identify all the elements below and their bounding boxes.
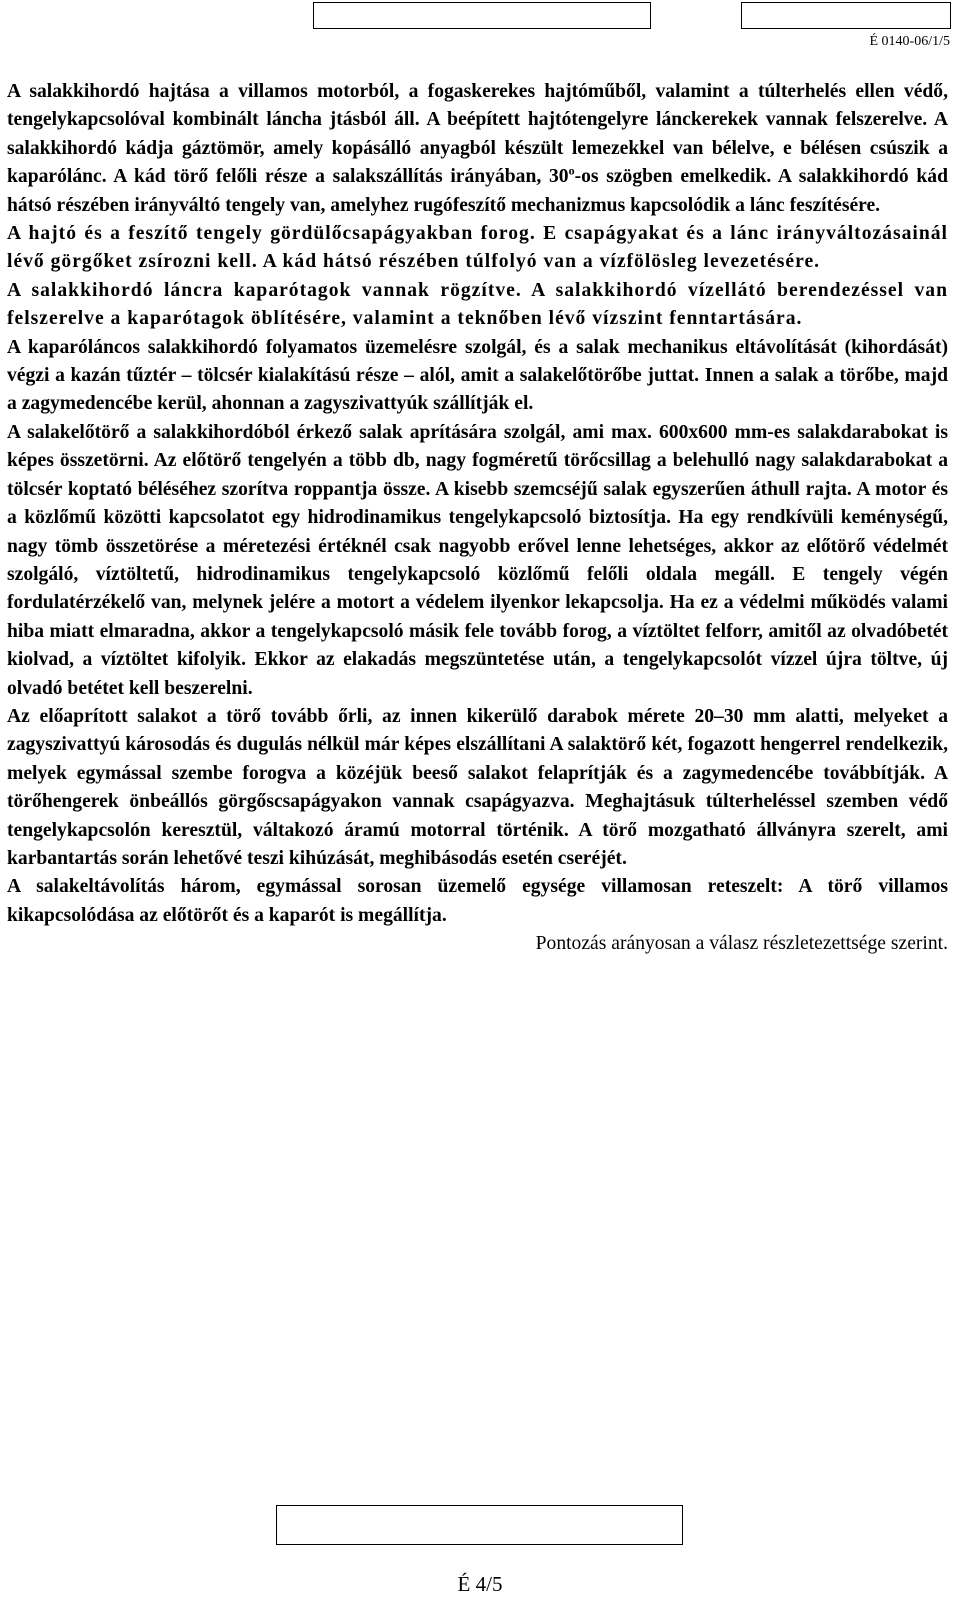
- paragraph-1: A salakkihordó hajtása a villamos motorból, a fogaskerekes hajtóműből, valamint a túlterhelés ellen védő, tengelykapcsolóval kombinált láncha jtásból áll. A beépített hajtótengelyre lánckerekek vannak felszerelve. A salakkihordó kádja gáztömör, amely kopásálló anyagból készült lemezekkel van bélelve, e bélésen csúszik a kaparólánc. A kád törő felőli része a salakszállítás irányában, 30$^o$-os szögben emelkedik. A salakkihordó kád hátsó részében irányváltó tengely van, amelyhez rugófeszítő mechanizmus kapcsolódik a lánc feszítésére.: [7, 81, 948, 216]
- paragraph-5: A salakelőtörő a salakkihordóból érkező salak aprítására szolgál, ami max. 600x600 mm-es salakdarabokat is képes összetörni. Az előtörő tengelyén a több db, nagy fogméretű törőcsillag a belehulló nagy salakdarabokat a tölcsér koptató béléséhez szorítva roppantja össze. A kisebb szemcséjű salak egyszerűen áthull rajta. A motor és a közlőmű közötti kapcsolatot egy hidrodinamikus tengelykapcsoló biztosítja. Ha egy rendkívüli keménységű, nagy tömb összetörése a méretezési értéknél csak nagyobb erővel lenne lehetséges, akkor az előtörő védelmét szolgáló, víztöltetű, hidrodinamikus tengelykapcsoló közlőmű felőli oldala megáll. E tengely végén fordulatérzékelő van, melynek jelére a motort a védelem ilyenkor lekapcsolja. Ha ez a védelmi működés valami hiba miatt elmaradna, akkor a tengelykapcsoló másik fele tovább forog, a víztöltet felforr, amitől az olvadóbetét kiolvad, a víztöltet kifolyik. Ekkor az elakadás megszüntetése után, a tengelykapcsolót vízzel újra töltve, új olvadó betétet kell beszerelni.: [7, 421, 948, 699]
- header-score-box-right: [741, 2, 951, 29]
- paragraph-4: A kaparóláncos salakkihordó folyamatos üzemelésre szolgál, és a salak mechanikus eltávolítását (kihordását) végzi a kazán tűztér – tölcsér kialakítású része – alól, amit a salakelőtörőbe juttat. Innen a salak a törőbe, majd a zagymedencébe kerül, ahonnan a zagyszivattyúk szállítják el.: [7, 336, 948, 415]
- paragraph-7: A salakeltávolítás három, egymással sorosan üzemelő egysége villamosan reteszelt: A törő villamos kikapcsolódása az előtörőt és a kaparót is megállítja.: [7, 876, 948, 926]
- footer-score-box: [276, 1505, 683, 1545]
- header-score-box-left: [313, 2, 651, 29]
- answer-text: [7, 78, 948, 959]
- paragraph-6: Az előaprított salakot a törő tovább őrli, az innen kikerülő darabok mérete 20–30 mm alatti, melyeket a zagyszivattyú károsodás és dugulás nélkül már képes elszállítani A salaktörő két, fogazott hengerrel rendelkezik, melyek egymással szembe forogva a közéjük beeső salakot felaprítják és a zagymedencébe továbbítják. A törőhengerek önbeállós görgőscsapágyakon vannak csapágyazva. Meghajtásuk túlterheléssel szemben védő tengelykapcsolón keresztül, váltakozó áramú motorral történik. A törő mozgatható állványra szerelt, ami karbantartás során lehetővé teszi kihúzását, meghibásodás esetén cseréjét.: [7, 705, 948, 869]
- paragraph-2: A hajtó és a feszítő tengely gördülőcsapágyakban forog. E csapágyakat és a lánc irányváltozásainál lévő görgőket zsírozni kell. A kád hátsó részében túlfolyó van a vízfölösleg levezetésére.: [7, 223, 948, 273]
- document-code: É 0140-06/1/5: [869, 34, 950, 49]
- degree-sign: o: [568, 163, 575, 178]
- paragraph-3: A salakkihordó láncra kaparótagok vannak rögzítve. A salakkihordó vízellátó berendezéssel van felszerelve a kaparótagok öblítésére, valamint a teknőben lévő vízszint fenntartására.: [7, 279, 948, 330]
- scoring-note: Pontozás arányosan a válasz részletezettsége szerint.: [535, 933, 948, 955]
- page-number: É 4/5: [457, 1572, 503, 1596]
